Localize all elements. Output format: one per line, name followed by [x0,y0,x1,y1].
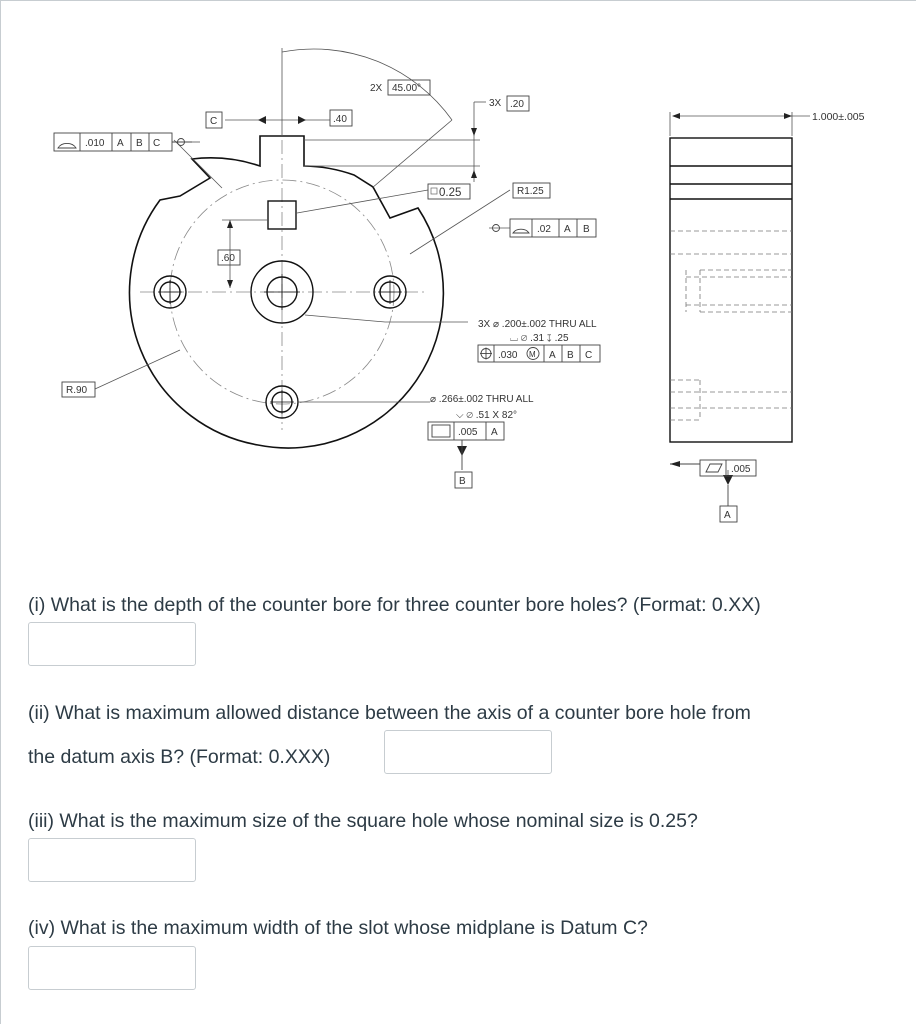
fcf-position-datum-b: B [567,350,574,361]
question-1: (i) What is the depth of the counter bore for three counter bore holes? (Format: 0.XX) [28,594,761,616]
fcf-ab-tol: .02 [537,224,551,235]
center-line1: ⌀ .266±.002 THRU ALL [430,394,534,405]
slot-value: .20 [510,99,524,110]
cbore-hole-right [374,276,406,308]
cbore-hole-bottom [266,386,298,418]
dim-60: .60 [221,253,235,264]
flatness-datum: A [491,427,498,438]
cbore-line2: ⌴ ⌀ .31 ↧ .25 [510,333,569,344]
fcf-ab-datum-a: A [564,224,571,235]
fcf-profile-tol: .010 [85,138,105,149]
dim-40: .40 [333,114,347,125]
question-4: (iv) What is the maximum width of the slot whose midplane is Datum C? [28,917,648,939]
fcf-position [478,345,600,362]
angle-count: 2X [370,83,383,94]
answer-4-input[interactable] [28,946,196,990]
question-2-line2: the datum axis B? (Format: 0.XXX) [28,746,331,768]
question-2-line1: (ii) What is maximum allowed distance between the axis of a counter bore hole from [28,702,751,724]
fcf-position-datum-a: A [549,350,556,361]
cbore-hole-left [154,276,186,308]
square-note: 0.25 [439,187,462,199]
fcf-datum-a: A [117,138,124,149]
answer-1-input[interactable] [28,622,196,666]
side-view [670,138,792,442]
fcf-position-mod: M [529,350,536,359]
dimension-lines [95,48,810,475]
fcf-position-tol: .030 [498,350,518,361]
side-arrow [670,461,680,467]
answer-2-input[interactable] [384,730,552,774]
fcf-datum-b: B [136,138,143,149]
thickness-dim: 1.000±.005 [812,111,865,123]
datum-a-label: A [724,510,731,521]
square-symbol [431,188,437,194]
datum-b-label: B [459,476,466,487]
center-line2: ⌵ ⌀ .51 X 82° [456,410,518,421]
side-view-hidden [670,231,792,420]
datum-c-label: C [210,116,218,127]
answer-3-input[interactable] [28,838,196,882]
radius-note: R1.25 [517,186,544,197]
fcf-position-datum-c: C [585,350,593,361]
fcf-ab-datum-b: B [583,224,590,235]
outer-radius: R.90 [66,385,88,396]
flatness-tol: .005 [458,427,478,438]
cbore-line1: 3X ⌀ .200±.002 THRU ALL [478,319,597,330]
question-3: (iii) What is the maximum size of the square hole whose nominal size is 0.25? [28,810,698,832]
angle-value: 45.00° [392,83,422,94]
slot-count: 3X [489,98,502,109]
fcf-datum-c: C [153,138,161,149]
side-flat-tol: .005 [731,464,751,475]
